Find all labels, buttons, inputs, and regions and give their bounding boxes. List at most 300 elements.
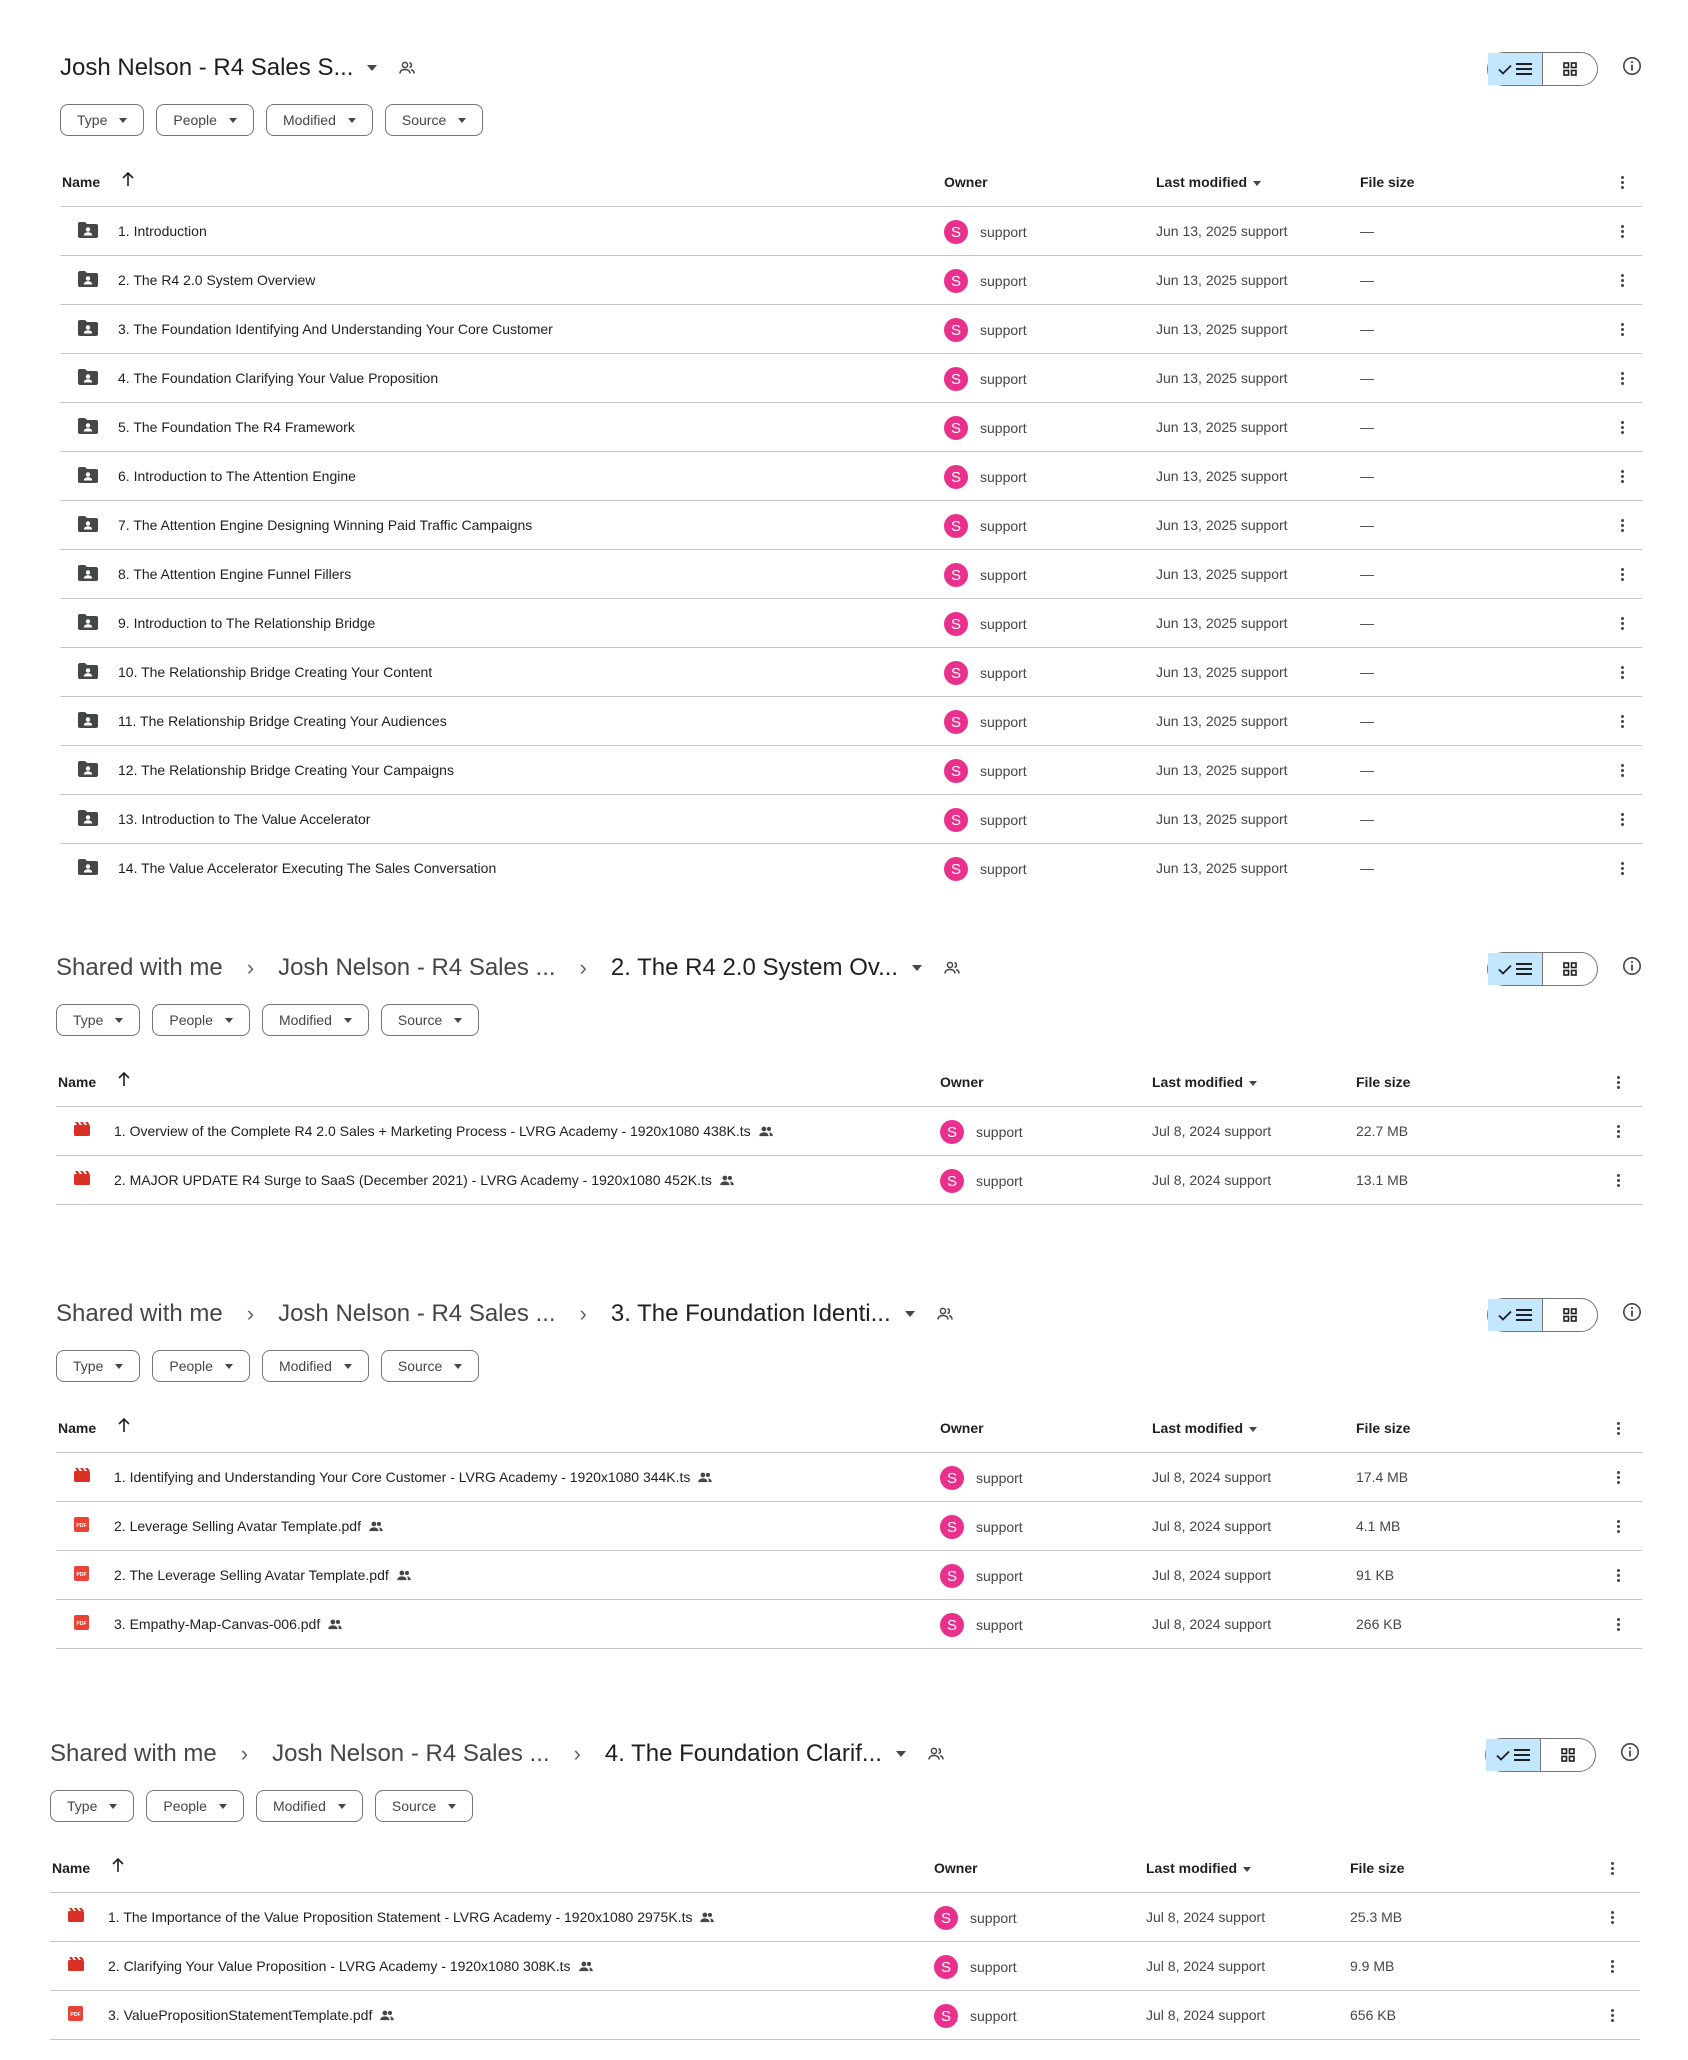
file-name-label: 2. Clarifying Your Value Proposition - LVRG Academy - 1920x1080 308K.ts bbox=[108, 1958, 571, 1974]
shared-people-icon[interactable] bbox=[944, 961, 960, 975]
owner-name: support bbox=[980, 763, 1027, 779]
table-row[interactable] bbox=[60, 550, 1642, 599]
avatar: S bbox=[944, 220, 968, 244]
sort-ascending-icon[interactable] bbox=[118, 1418, 130, 1435]
owner-cell bbox=[940, 1515, 1023, 1539]
avatar: S bbox=[940, 1466, 964, 1490]
breadcrumb-item[interactable]: Shared with me bbox=[56, 1300, 223, 1327]
sort-ascending-icon[interactable] bbox=[118, 1072, 130, 1089]
owner-name: support bbox=[980, 518, 1027, 534]
more-actions-icon[interactable] bbox=[1602, 1907, 1622, 1927]
avatar: S bbox=[940, 1515, 964, 1539]
column-header-owner: Owner bbox=[944, 174, 988, 190]
shared-folder-icon bbox=[78, 663, 98, 682]
more-actions-icon[interactable] bbox=[1608, 1614, 1628, 1634]
breadcrumb bbox=[56, 1300, 953, 1328]
owner-cell bbox=[934, 1906, 1017, 1930]
table-row[interactable] bbox=[60, 844, 1642, 878]
column-header-file-size: File size bbox=[1356, 1420, 1411, 1436]
folder-menu-dropdown-icon[interactable] bbox=[912, 965, 922, 971]
last-modified-cell: Jul 8, 2024 support bbox=[1152, 1469, 1272, 1485]
filter-chip-type[interactable] bbox=[56, 1004, 140, 1036]
shared-icon bbox=[397, 1570, 411, 1581]
filter-chips bbox=[56, 1350, 1642, 1382]
avatar: S bbox=[934, 2004, 958, 2028]
table-row[interactable] bbox=[60, 452, 1642, 501]
avatar: S bbox=[940, 1564, 964, 1588]
more-actions-icon[interactable] bbox=[1612, 319, 1632, 339]
check-icon bbox=[1496, 1750, 1510, 1761]
file-name-label: 11. The Relationship Bridge Creating Your Audiences bbox=[118, 713, 447, 729]
column-header-name[interactable] bbox=[58, 1420, 96, 1436]
file-name[interactable] bbox=[118, 272, 315, 288]
filter-chip-label: People bbox=[169, 1358, 213, 1374]
table-row[interactable] bbox=[60, 599, 1642, 648]
file-name-label: 1. Overview of the Complete R4 2.0 Sales + Marketing Process - LVRG Academy - 1920x1080 438K.ts bbox=[114, 1123, 751, 1139]
table-header bbox=[50, 1844, 1640, 1893]
shared-people-icon[interactable] bbox=[937, 1307, 953, 1321]
shared-icon bbox=[380, 2010, 394, 2021]
file-name-label: 9. Introduction to The Relationship Bridge bbox=[118, 615, 376, 631]
more-actions-icon[interactable] bbox=[1602, 2005, 1622, 2025]
list-layout-button[interactable] bbox=[1486, 1739, 1541, 1771]
filter-chip-source[interactable] bbox=[375, 1790, 473, 1822]
file-name[interactable] bbox=[118, 223, 207, 239]
grid-layout-button[interactable] bbox=[1543, 1299, 1597, 1331]
table-row[interactable] bbox=[60, 648, 1642, 697]
owner-cell bbox=[944, 710, 1027, 734]
file-name[interactable] bbox=[118, 321, 553, 337]
file-name[interactable] bbox=[118, 860, 496, 876]
owner-name: support bbox=[976, 1519, 1023, 1535]
list-icon bbox=[1516, 1309, 1532, 1321]
chevron-down-icon bbox=[219, 1804, 227, 1809]
layout-toggle bbox=[1487, 52, 1598, 86]
more-actions-icon[interactable] bbox=[1612, 270, 1632, 290]
file-size-cell: — bbox=[1360, 664, 1374, 680]
owner-name: support bbox=[976, 1173, 1023, 1189]
column-header-last-modified-label: Last modified bbox=[1146, 1860, 1238, 1876]
current-folder-title[interactable]: 3. The Foundation Identi... bbox=[610, 1300, 891, 1327]
owner-cell bbox=[940, 1613, 1023, 1637]
file-name[interactable] bbox=[108, 1909, 714, 1925]
file-name-label: 7. The Attention Engine Designing Winning Paid Traffic Campaigns bbox=[118, 517, 533, 533]
column-header-owner: Owner bbox=[940, 1074, 984, 1090]
chevron-right-icon: › bbox=[246, 955, 255, 980]
column-header-name-label: Name bbox=[58, 1074, 97, 1090]
file-name-label: 8. The Attention Engine Funnel Fillers bbox=[118, 566, 352, 582]
grid-icon bbox=[1561, 1748, 1575, 1762]
table-header bbox=[56, 1404, 1642, 1453]
file-size-cell: 266 KB bbox=[1356, 1616, 1402, 1632]
filter-chip-label: People bbox=[169, 1012, 213, 1028]
owner-name: support bbox=[980, 273, 1027, 289]
table-header bbox=[60, 158, 1642, 207]
owner-name: support bbox=[970, 2008, 1017, 2024]
grid-icon bbox=[1563, 1308, 1577, 1322]
chevron-down-icon bbox=[454, 1364, 462, 1369]
owner-cell bbox=[944, 661, 1027, 685]
file-name[interactable] bbox=[108, 2007, 394, 2023]
more-actions-icon[interactable] bbox=[1612, 564, 1632, 584]
more-actions-icon[interactable] bbox=[1612, 515, 1632, 535]
owner-name: support bbox=[970, 1959, 1017, 1975]
filter-chip-people[interactable] bbox=[146, 1790, 244, 1822]
more-actions-icon[interactable] bbox=[1608, 1170, 1628, 1190]
filter-chip-source[interactable] bbox=[381, 1004, 479, 1036]
svg-text:PDF: PDF bbox=[70, 2012, 81, 2018]
owner-name: support bbox=[980, 567, 1027, 583]
folder-menu-dropdown-icon[interactable] bbox=[367, 65, 377, 71]
column-options-icon[interactable] bbox=[1608, 1072, 1628, 1092]
filter-chip-type[interactable] bbox=[50, 1790, 134, 1822]
table-row[interactable] bbox=[60, 305, 1642, 354]
more-actions-icon[interactable] bbox=[1608, 1467, 1628, 1487]
shared-folder-icon bbox=[78, 222, 98, 241]
table-row[interactable] bbox=[60, 746, 1642, 795]
avatar: S bbox=[940, 1613, 964, 1637]
owner-name: support bbox=[976, 1124, 1023, 1140]
file-size-cell: — bbox=[1360, 468, 1374, 484]
table-row[interactable] bbox=[56, 1551, 1642, 1600]
file-size-cell: 91 KB bbox=[1356, 1567, 1395, 1583]
column-header-name[interactable] bbox=[62, 174, 100, 190]
shared-icon bbox=[700, 1912, 714, 1923]
shared-icon bbox=[720, 1175, 734, 1186]
last-modified-cell: Jun 13, 2025 support bbox=[1156, 468, 1288, 484]
more-actions-icon[interactable] bbox=[1612, 466, 1632, 486]
filter-chip-label: Source bbox=[391, 1798, 437, 1814]
sort-ascending-icon[interactable] bbox=[122, 172, 134, 189]
check-icon bbox=[1498, 1310, 1512, 1321]
shared-icon bbox=[328, 1619, 342, 1630]
video-file-icon bbox=[68, 1908, 84, 1925]
more-actions-icon[interactable] bbox=[1612, 368, 1632, 388]
shared-folder-icon bbox=[78, 859, 98, 878]
owner-name: support bbox=[980, 812, 1027, 828]
file-size-cell: — bbox=[1360, 713, 1374, 729]
breadcrumb bbox=[50, 1740, 944, 1768]
filter-chip-source[interactable] bbox=[385, 104, 483, 136]
last-modified-cell: Jun 13, 2025 support bbox=[1156, 272, 1288, 288]
more-actions-icon[interactable] bbox=[1612, 711, 1632, 731]
page-header bbox=[56, 1284, 1642, 1344]
breadcrumb-item[interactable]: Shared with me bbox=[50, 1740, 217, 1767]
video-file-icon bbox=[74, 1468, 90, 1485]
column-header-name[interactable] bbox=[58, 1074, 96, 1090]
shared-folder-icon bbox=[78, 369, 98, 388]
grid-layout-button[interactable] bbox=[1541, 1739, 1595, 1771]
more-actions-icon[interactable] bbox=[1608, 1516, 1628, 1536]
info-icon[interactable] bbox=[1622, 956, 1642, 981]
file-name[interactable] bbox=[114, 1172, 734, 1188]
more-actions-icon[interactable] bbox=[1612, 760, 1632, 780]
filter-chip-modified[interactable] bbox=[266, 104, 373, 136]
chevron-down-icon bbox=[229, 118, 237, 123]
avatar: S bbox=[944, 465, 968, 489]
avatar: S bbox=[944, 661, 968, 685]
table-row[interactable] bbox=[60, 207, 1642, 256]
list-layout-button[interactable] bbox=[1488, 953, 1543, 985]
page-header bbox=[50, 1724, 1640, 1784]
column-header-last-modified-label: Last modified bbox=[1152, 1074, 1244, 1090]
table-row[interactable] bbox=[56, 1453, 1642, 1502]
file-name[interactable] bbox=[118, 370, 438, 386]
file-name-label: 3. Empathy-Map-Canvas-006.pdf bbox=[114, 1616, 321, 1632]
folder-view-panel-3 bbox=[56, 1284, 1642, 1640]
file-name[interactable] bbox=[114, 1616, 342, 1632]
breadcrumb bbox=[56, 954, 960, 982]
table-row[interactable] bbox=[60, 501, 1642, 550]
table-row[interactable] bbox=[56, 1156, 1642, 1205]
info-icon[interactable] bbox=[1622, 56, 1642, 81]
file-name[interactable] bbox=[118, 419, 355, 435]
shared-folder-icon bbox=[78, 516, 98, 535]
file-size-cell: 9.9 MB bbox=[1350, 1958, 1395, 1974]
file-name-label: 1. Introduction bbox=[118, 223, 207, 239]
file-name-label: 14. The Value Accelerator Executing The Sales Conversation bbox=[118, 860, 497, 876]
filter-chip-people[interactable] bbox=[152, 1350, 250, 1382]
shared-folder-icon bbox=[78, 320, 98, 339]
list-layout-button[interactable] bbox=[1488, 1299, 1543, 1331]
current-folder-title[interactable]: Josh Nelson - R4 Sales S... bbox=[60, 54, 354, 81]
file-name[interactable] bbox=[118, 762, 454, 778]
column-header-last-modified[interactable] bbox=[1152, 1074, 1257, 1090]
owner-cell bbox=[940, 1564, 1023, 1588]
avatar: S bbox=[944, 808, 968, 832]
current-folder-title[interactable]: 4. The Foundation Clarif... bbox=[604, 1740, 882, 1767]
sort-dropdown-icon bbox=[1243, 1867, 1251, 1872]
info-icon[interactable] bbox=[1622, 1302, 1642, 1327]
file-name-label: 2. Leverage Selling Avatar Template.pdf bbox=[114, 1518, 361, 1534]
table-row[interactable] bbox=[50, 1942, 1640, 1991]
filter-chip-label: Source bbox=[397, 1358, 443, 1374]
file-size-cell: — bbox=[1360, 860, 1374, 876]
chevron-right-icon: › bbox=[246, 1301, 255, 1326]
filter-chip-label: Type bbox=[73, 1358, 104, 1374]
list-icon bbox=[1516, 963, 1532, 975]
layout-toggle bbox=[1487, 952, 1598, 986]
column-header-file-size: File size bbox=[1350, 1860, 1405, 1876]
owner-cell bbox=[944, 220, 1027, 244]
table-row[interactable] bbox=[56, 1502, 1642, 1551]
avatar: S bbox=[934, 1906, 958, 1930]
chevron-down-icon bbox=[344, 1364, 352, 1369]
column-header-name[interactable] bbox=[52, 1860, 90, 1876]
file-name[interactable] bbox=[108, 1958, 593, 1974]
owner-cell bbox=[934, 2004, 1017, 2028]
more-actions-icon[interactable] bbox=[1602, 1956, 1622, 1976]
filter-chip-people[interactable] bbox=[156, 104, 254, 136]
shared-folder-icon bbox=[78, 271, 98, 290]
file-size-cell: — bbox=[1360, 762, 1374, 778]
filter-chip-modified[interactable] bbox=[256, 1790, 363, 1822]
sort-ascending-icon[interactable] bbox=[112, 1858, 124, 1875]
column-header-last-modified[interactable] bbox=[1146, 1860, 1251, 1876]
chevron-down-icon bbox=[225, 1364, 233, 1369]
filter-chip-label: Type bbox=[73, 1012, 104, 1028]
file-name[interactable] bbox=[118, 615, 375, 631]
owner-name: support bbox=[980, 714, 1027, 730]
shared-folder-icon bbox=[78, 467, 98, 486]
column-options-icon[interactable] bbox=[1602, 1858, 1622, 1878]
file-name[interactable] bbox=[114, 1123, 773, 1139]
column-header-name-label: Name bbox=[62, 174, 101, 190]
more-actions-icon[interactable] bbox=[1612, 809, 1632, 829]
avatar: S bbox=[944, 857, 968, 881]
filter-chip-label: Type bbox=[77, 112, 108, 128]
more-actions-icon[interactable] bbox=[1612, 662, 1632, 682]
chevron-down-icon bbox=[115, 1018, 123, 1023]
table-row[interactable] bbox=[60, 697, 1642, 746]
more-actions-icon[interactable] bbox=[1612, 613, 1632, 633]
pdf-file-icon bbox=[74, 1517, 89, 1535]
more-actions-icon[interactable] bbox=[1612, 221, 1632, 241]
column-header-last-modified-label: Last modified bbox=[1156, 174, 1248, 190]
column-header-last-modified[interactable] bbox=[1152, 1420, 1257, 1436]
owner-name: support bbox=[980, 224, 1027, 240]
svg-text:PDF: PDF bbox=[76, 1621, 87, 1627]
filter-chip-people[interactable] bbox=[152, 1004, 250, 1036]
last-modified-cell: Jun 13, 2025 support bbox=[1156, 566, 1288, 582]
shared-folder-icon bbox=[78, 712, 98, 731]
table-row[interactable] bbox=[56, 1107, 1642, 1156]
last-modified-cell: Jul 8, 2024 support bbox=[1146, 1909, 1266, 1925]
owner-cell bbox=[944, 612, 1027, 636]
file-name[interactable] bbox=[114, 1518, 383, 1534]
folder-menu-dropdown-icon[interactable] bbox=[905, 1311, 915, 1317]
last-modified-cell: Jun 13, 2025 support bbox=[1156, 517, 1288, 533]
file-size-cell: 656 KB bbox=[1350, 2007, 1396, 2023]
owner-name: support bbox=[980, 420, 1027, 436]
file-name[interactable] bbox=[118, 517, 532, 533]
file-size-cell: — bbox=[1360, 272, 1374, 288]
column-header-owner: Owner bbox=[940, 1420, 984, 1436]
last-modified-cell: Jun 13, 2025 support bbox=[1156, 811, 1288, 827]
pdf-file-icon bbox=[74, 1615, 89, 1633]
owner-name: support bbox=[980, 322, 1027, 338]
more-actions-icon[interactable] bbox=[1608, 1121, 1628, 1141]
video-file-icon bbox=[68, 1957, 84, 1974]
breadcrumb-item[interactable]: Josh Nelson - R4 Sales ... bbox=[272, 1740, 550, 1767]
file-name[interactable] bbox=[118, 664, 432, 680]
table-row[interactable] bbox=[60, 403, 1642, 452]
breadcrumb-item[interactable]: Josh Nelson - R4 Sales ... bbox=[278, 1300, 556, 1327]
chevron-down-icon bbox=[109, 1804, 117, 1809]
shared-people-icon[interactable] bbox=[399, 61, 415, 75]
file-size-cell: — bbox=[1360, 321, 1374, 337]
current-folder-title[interactable]: 2. The R4 2.0 System Ov... bbox=[610, 954, 899, 981]
last-modified-cell: Jun 13, 2025 support bbox=[1156, 762, 1288, 778]
chevron-down-icon bbox=[119, 118, 127, 123]
file-name[interactable] bbox=[118, 713, 447, 729]
file-name-label: 3. ValuePropositionStatementTemplate.pdf bbox=[108, 2007, 373, 2023]
chevron-down-icon bbox=[448, 1804, 456, 1809]
sort-dropdown-icon bbox=[1249, 1081, 1257, 1086]
list-icon bbox=[1514, 1749, 1530, 1761]
list-icon bbox=[1516, 63, 1532, 75]
avatar: S bbox=[940, 1120, 964, 1144]
shared-folder-icon bbox=[78, 614, 98, 633]
grid-layout-button[interactable] bbox=[1543, 53, 1597, 85]
filter-chip-type[interactable] bbox=[56, 1350, 140, 1382]
chevron-down-icon bbox=[115, 1364, 123, 1369]
avatar: S bbox=[940, 1169, 964, 1193]
shared-people-icon[interactable] bbox=[928, 1747, 944, 1761]
table-row[interactable] bbox=[50, 1991, 1640, 2040]
svg-text:PDF: PDF bbox=[76, 1572, 87, 1578]
file-size-cell: 17.4 MB bbox=[1356, 1469, 1409, 1485]
more-actions-icon[interactable] bbox=[1608, 1565, 1628, 1585]
more-actions-icon[interactable] bbox=[1612, 417, 1632, 437]
more-actions-icon[interactable] bbox=[1612, 858, 1632, 878]
filter-chip-source[interactable] bbox=[381, 1350, 479, 1382]
table-row[interactable] bbox=[60, 256, 1642, 305]
list-layout-button[interactable] bbox=[1488, 53, 1543, 85]
filter-chip-modified[interactable] bbox=[262, 1004, 369, 1036]
last-modified-cell: Jun 13, 2025 support bbox=[1156, 713, 1288, 729]
sort-dropdown-icon bbox=[1253, 181, 1261, 186]
column-options-icon[interactable] bbox=[1608, 1418, 1628, 1438]
filter-chip-modified[interactable] bbox=[262, 1350, 369, 1382]
folder-view-panel-4 bbox=[50, 1724, 1640, 2040]
filter-chip-type[interactable] bbox=[60, 104, 144, 136]
filter-chips bbox=[56, 1004, 1642, 1036]
file-name[interactable] bbox=[118, 566, 351, 582]
file-name[interactable] bbox=[114, 1469, 712, 1485]
table-row[interactable] bbox=[60, 795, 1642, 844]
owner-cell bbox=[940, 1466, 1023, 1490]
file-name-label: 1. Identifying and Understanding Your Core Customer - LVRG Academy - 1920x1080 344K.ts bbox=[114, 1469, 691, 1485]
file-size-cell: 25.3 MB bbox=[1350, 1909, 1403, 1925]
file-name[interactable] bbox=[118, 468, 356, 484]
column-header-file-size: File size bbox=[1356, 1074, 1411, 1090]
file-name[interactable] bbox=[114, 1567, 411, 1583]
file-size-cell: — bbox=[1360, 566, 1374, 582]
folder-menu-dropdown-icon[interactable] bbox=[896, 1751, 906, 1757]
filter-chip-label: Modified bbox=[272, 1798, 326, 1814]
filter-chips bbox=[60, 104, 1642, 136]
column-header-last-modified[interactable] bbox=[1156, 174, 1261, 190]
filter-chip-label: Modified bbox=[278, 1358, 332, 1374]
grid-layout-button[interactable] bbox=[1543, 953, 1597, 985]
breadcrumb-item[interactable]: Shared with me bbox=[56, 954, 223, 981]
table-row[interactable] bbox=[56, 1600, 1642, 1649]
file-name-label: 6. Introduction to The Attention Engine bbox=[118, 468, 356, 484]
chevron-right-icon: › bbox=[573, 1741, 581, 1766]
pdf-file-icon bbox=[74, 1566, 89, 1584]
sort-dropdown-icon bbox=[1249, 1427, 1257, 1432]
page-header bbox=[60, 38, 1642, 98]
avatar: S bbox=[944, 612, 968, 636]
breadcrumb-item[interactable]: Josh Nelson - R4 Sales ... bbox=[278, 954, 556, 981]
file-size-cell: — bbox=[1360, 517, 1374, 533]
owner-name: support bbox=[980, 861, 1027, 877]
file-size-cell: — bbox=[1360, 419, 1374, 435]
shared-folder-icon bbox=[78, 810, 98, 829]
file-size-cell: — bbox=[1360, 223, 1374, 239]
table-row[interactable] bbox=[50, 1893, 1640, 1942]
last-modified-cell: Jun 13, 2025 support bbox=[1156, 419, 1288, 435]
last-modified-cell: Jul 8, 2024 support bbox=[1152, 1123, 1272, 1139]
file-name[interactable] bbox=[118, 811, 370, 827]
column-header-name-label: Name bbox=[58, 1420, 97, 1436]
video-file-icon bbox=[74, 1122, 90, 1139]
info-icon[interactable] bbox=[1620, 1742, 1640, 1767]
check-icon bbox=[1498, 64, 1512, 75]
column-options-icon[interactable] bbox=[1612, 172, 1632, 192]
table-row[interactable] bbox=[60, 354, 1642, 403]
